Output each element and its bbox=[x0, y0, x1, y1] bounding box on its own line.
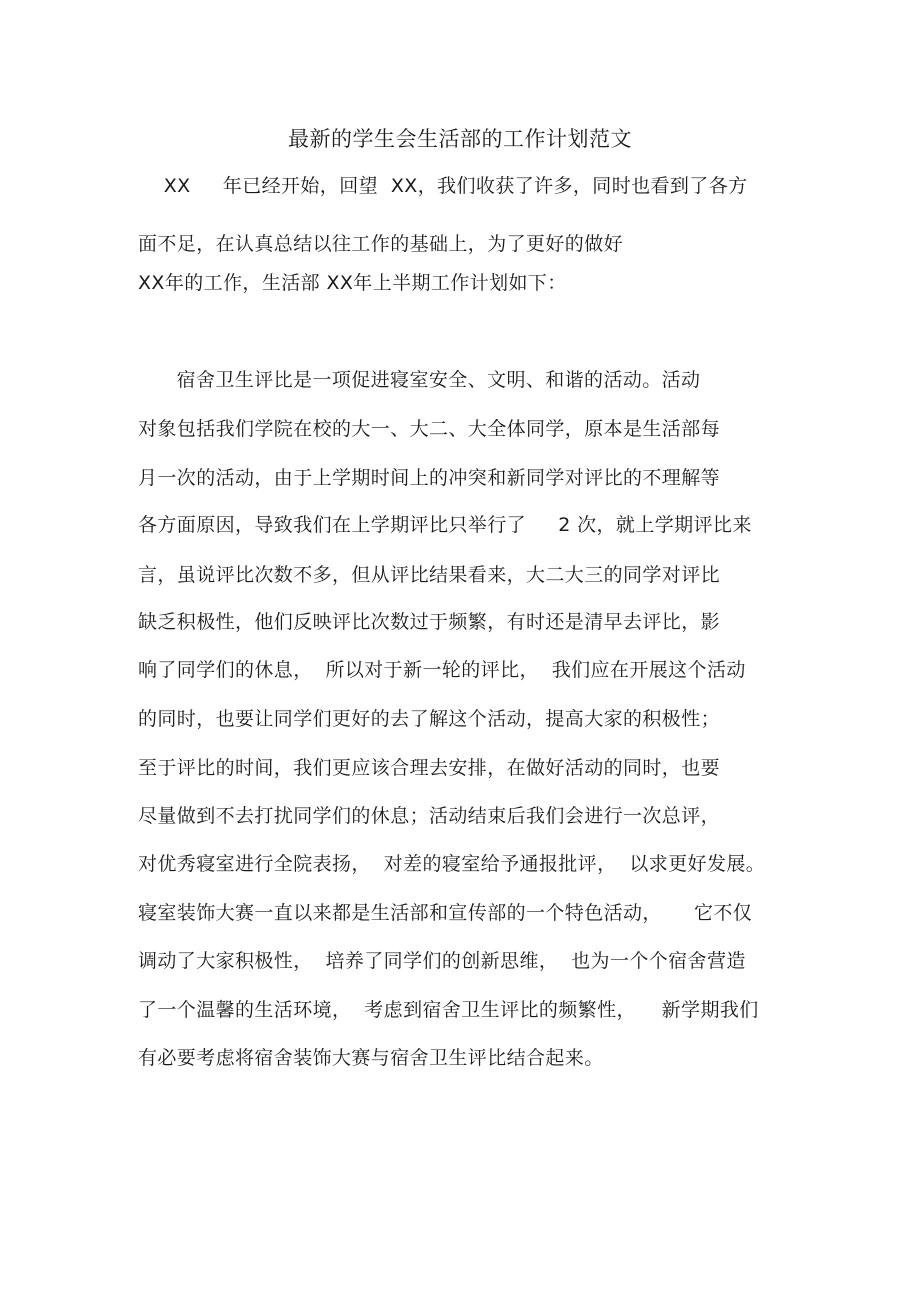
intro-line: XX 年已经开始，回望 XX，我们收获了许多，同时也看到了各方 bbox=[138, 175, 748, 197]
body-line: 对象包括我们学院在校的大一、大二、大全体同学，原本是生活部每 bbox=[138, 418, 721, 440]
body-line: 尽量做到不去打扰同学们的休息；活动结束后我们会进行一次总评， bbox=[138, 805, 721, 827]
body-line: 月一次的活动，由于上学期时间上的冲突和新同学对评比的不理解等 bbox=[138, 467, 721, 489]
body-line: 言，虽说评比次数不多，但从评比结果看来，大二大三的同学对评比 bbox=[138, 564, 721, 586]
body-line: 宿舍卫生评比是一项促进寝室安全、文明、和谐的活动。活动 bbox=[138, 369, 701, 391]
body-line: 至于评比的时间，我们更应该合理去安排，在做好活动的同时，也要 bbox=[138, 757, 721, 779]
body-line: 有必要考虑将宿舍装饰大赛与宿舍卫生评比结合起来。 bbox=[138, 1047, 604, 1069]
body-line: 缺乏积极性，他们反映评比次数过于频繁，有时还是清早去评比，影 bbox=[138, 611, 721, 633]
intro-line: 面不足，在认真总结以往工作的基础上，为了更好的做好 bbox=[138, 233, 624, 255]
body-line: 各方面原因，导致我们在上学期评比只举行了 2 次，就上学期评比来 bbox=[138, 514, 752, 536]
body-line: 对优秀寝室进行全院表扬， 对差的寝室给予通报批评， 以求更好发展。 bbox=[138, 853, 766, 875]
document-title: 最新的学生会生活部的工作计划范文 bbox=[288, 127, 632, 151]
body-line: 调动了大家积极性， 培养了同学们的创新思维， 也为一个个宿舍营造 bbox=[138, 950, 746, 972]
intro-line: XX年的工作，生活部 XX年上半期工作计划如下： bbox=[138, 272, 567, 294]
body-line: 了一个温馨的生活环境， 考虑到宿舍卫生评比的频繁性， 新学期我们 bbox=[138, 999, 759, 1021]
body-line: 寝室装饰大赛一直以来都是生活部和宣传部的一个特色活动， 它不仅 bbox=[138, 902, 753, 924]
body-line: 的同时，也要让同学们更好的去了解这个活动，提高大家的积极性； bbox=[138, 708, 721, 730]
body-line: 响了同学们的休息， 所以对于新一轮的评比， 我们应在开展这个活动 bbox=[138, 659, 746, 681]
